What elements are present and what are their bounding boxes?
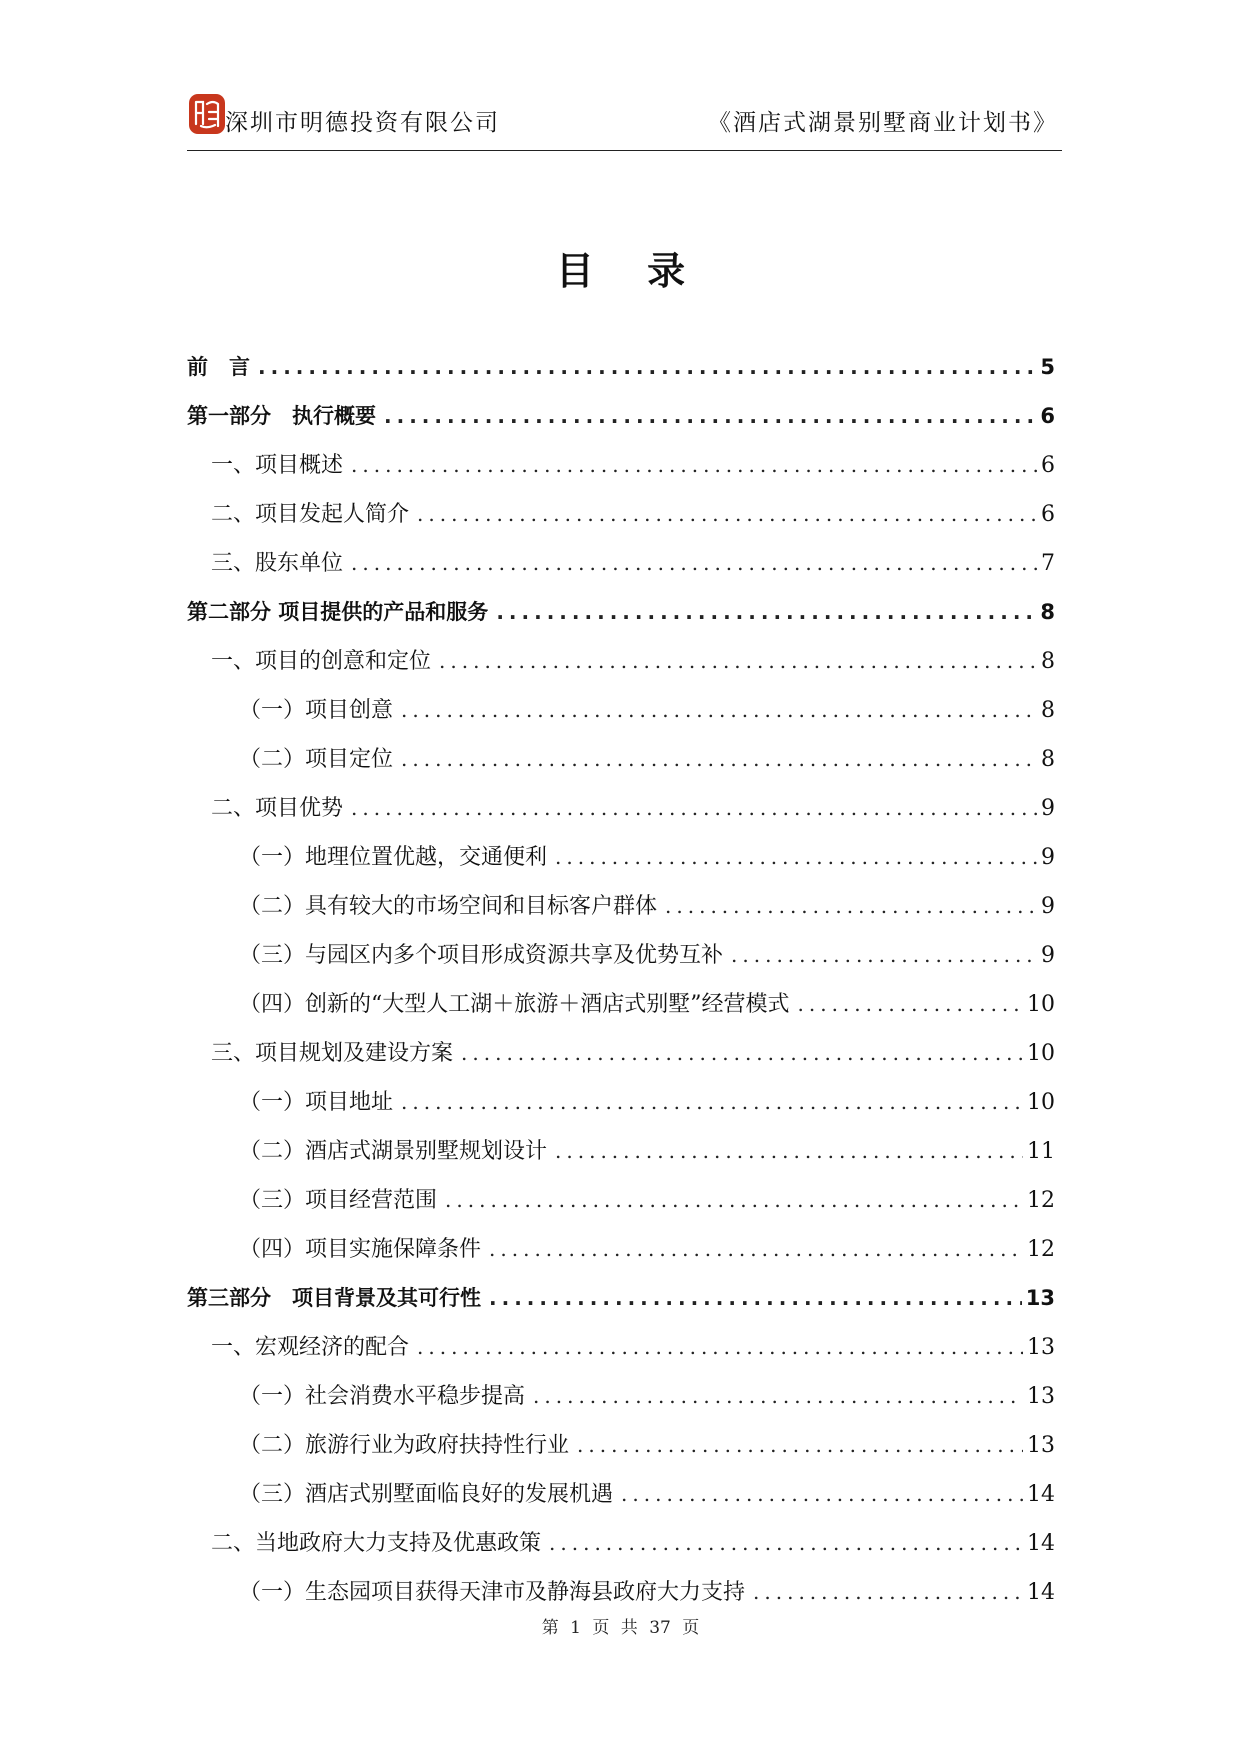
toc-entry[interactable] (187, 1421, 1055, 1470)
toc-entry-title: （一）项目地址 (239, 1090, 394, 1115)
company-name: 深圳市明德投资有限公司 (225, 110, 500, 136)
toc-dot-leader (417, 1323, 1023, 1372)
toc-entry-page: 14 (1027, 1531, 1055, 1556)
toc-entry-page: 9 (1041, 943, 1055, 968)
toc-entry[interactable] (187, 784, 1055, 833)
toc-entry-page: 12 (1027, 1237, 1055, 1262)
toc-entry-page: 13 (1027, 1433, 1055, 1458)
company-seal-logo (187, 92, 227, 136)
toc-entry-title: （四）创新的“大型人工湖＋旅游＋酒店式别墅”经营模式 (239, 992, 790, 1017)
toc-entry-title: （三）与园区内多个项目形成资源共享及优势互补 (239, 943, 724, 968)
toc-entry-page: 6 (1040, 404, 1055, 428)
toc-entry-title: 二、项目发起人简介 (211, 502, 410, 527)
toc-dot-leader (489, 1225, 1023, 1274)
toc-entry[interactable] (187, 1372, 1055, 1421)
toc-entry-page: 7 (1041, 551, 1055, 576)
toc-entry-page: 11 (1027, 1139, 1055, 1164)
toc-entry-title: 第二部分 项目提供的产品和服务 (187, 600, 489, 624)
toc-entry-page: 13 (1027, 1384, 1055, 1409)
toc-entry-title: 第三部分 项目背景及其可行性 (187, 1286, 481, 1310)
toc-entry[interactable] (187, 1274, 1055, 1323)
toc-entry-title: 二、项目优势 (211, 796, 344, 821)
toc-entry[interactable] (187, 980, 1055, 1029)
toc-entry[interactable] (187, 931, 1055, 980)
page-header (187, 88, 1062, 151)
toc-dot-leader (489, 1274, 1022, 1323)
toc-dot-leader (549, 1519, 1023, 1568)
toc-entry-title: （二）具有较大的市场空间和目标客户群体 (239, 894, 658, 919)
toc-dot-leader (401, 686, 1037, 735)
toc-dot-leader (731, 931, 1037, 980)
toc-entry-title: （四）项目实施保障条件 (239, 1237, 482, 1262)
toc-entry[interactable] (187, 1225, 1055, 1274)
toc-entry-title: （二）酒店式湖景别墅规划设计 (239, 1139, 548, 1164)
toc-dot-leader (351, 784, 1037, 833)
toc-dot-leader (351, 539, 1037, 588)
toc-entry-title: 一、宏观经济的配合 (211, 1335, 410, 1360)
toc-entry-page: 14 (1027, 1580, 1055, 1605)
toc-entry[interactable] (187, 833, 1055, 882)
toc-entry-page: 5 (1040, 355, 1055, 379)
toc-entry-title: （一）生态园项目获得天津市及静海县政府大力支持 (239, 1580, 746, 1605)
toc-entry[interactable] (187, 686, 1055, 735)
toc-entry-page: 13 (1025, 1286, 1055, 1310)
toc-dot-leader (417, 490, 1037, 539)
toc-entry-page: 8 (1041, 698, 1055, 723)
toc-entry-title: （一）社会消费水平稳步提高 (239, 1384, 526, 1409)
toc-entry[interactable] (187, 882, 1055, 931)
toc-entry-title: 三、股东单位 (211, 551, 344, 576)
document-title: 《酒店式湖景别墅商业计划书》 (708, 110, 1058, 136)
toc-dot-leader (621, 1470, 1023, 1519)
toc-dot-leader (384, 392, 1036, 441)
toc-dot-leader (577, 1421, 1023, 1470)
toc-entry[interactable] (187, 588, 1055, 637)
toc-entry-title: 一、项目概述 (211, 453, 344, 478)
toc-entry-title: （一）项目创意 (239, 698, 394, 723)
toc-entry-page: 9 (1041, 845, 1055, 870)
table-of-contents (187, 343, 1055, 1617)
toc-entry[interactable] (187, 1078, 1055, 1127)
toc-dot-leader (351, 441, 1037, 490)
toc-dot-leader (401, 735, 1037, 784)
toc-entry-title: 三、项目规划及建设方案 (211, 1041, 454, 1066)
toc-dot-leader (401, 1078, 1023, 1127)
toc-dot-leader (555, 833, 1037, 882)
toc-entry-title: 前 言 (187, 355, 250, 379)
toc-dot-leader (496, 588, 1036, 637)
toc-entry[interactable] (187, 490, 1055, 539)
toc-dot-leader (533, 1372, 1023, 1421)
toc-entry-title: 第一部分 执行概要 (187, 404, 376, 428)
toc-entry-title: （二）旅游行业为政府扶持性行业 (239, 1433, 570, 1458)
toc-entry-page: 14 (1027, 1482, 1055, 1507)
toc-entry-page: 12 (1027, 1188, 1055, 1213)
toc-entry[interactable] (187, 735, 1055, 784)
toc-entry-title: （三）项目经营范围 (239, 1188, 438, 1213)
toc-entry-page: 10 (1027, 1090, 1055, 1115)
toc-dot-leader (753, 1568, 1023, 1617)
toc-entry[interactable] (187, 1568, 1055, 1617)
toc-dot-leader (439, 637, 1037, 686)
toc-entry-title: （一）地理位置优越，交通便利 (239, 845, 548, 870)
toc-entry[interactable] (187, 1470, 1055, 1519)
toc-dot-leader (665, 882, 1037, 931)
toc-entry-page: 9 (1041, 796, 1055, 821)
toc-entry-page: 10 (1027, 1041, 1055, 1066)
toc-entry[interactable] (187, 1029, 1055, 1078)
toc-dot-leader (798, 980, 1024, 1029)
toc-entry[interactable] (187, 343, 1055, 392)
toc-entry-page: 6 (1041, 502, 1055, 527)
toc-entry[interactable] (187, 637, 1055, 686)
toc-entry[interactable] (187, 1127, 1055, 1176)
toc-entry-title: （二）项目定位 (239, 747, 394, 772)
toc-entry-page: 9 (1041, 894, 1055, 919)
toc-entry-title: 二、当地政府大力支持及优惠政策 (211, 1531, 542, 1556)
page-footer: 第 1 页 共 37 页 (541, 1618, 700, 1638)
toc-entry-page: 10 (1027, 992, 1055, 1017)
toc-entry[interactable] (187, 1323, 1055, 1372)
toc-entry-page: 6 (1041, 453, 1055, 478)
toc-dot-leader (555, 1127, 1023, 1176)
toc-entry[interactable] (187, 441, 1055, 490)
toc-entry-page: 13 (1027, 1335, 1055, 1360)
toc-entry-page: 8 (1041, 747, 1055, 772)
toc-entry-title: 一、项目的创意和定位 (211, 649, 432, 674)
page-title: 目 录 (555, 249, 686, 293)
toc-entry[interactable] (187, 539, 1055, 588)
toc-dot-leader (258, 343, 1036, 392)
toc-entry-page: 8 (1040, 600, 1055, 624)
toc-entry[interactable] (187, 1519, 1055, 1568)
toc-dot-leader (445, 1176, 1023, 1225)
toc-entry-title: （三）酒店式别墅面临良好的发展机遇 (239, 1482, 614, 1507)
toc-dot-leader (461, 1029, 1023, 1078)
toc-entry[interactable] (187, 1176, 1055, 1225)
toc-entry[interactable] (187, 392, 1055, 441)
toc-entry-page: 8 (1041, 649, 1055, 674)
